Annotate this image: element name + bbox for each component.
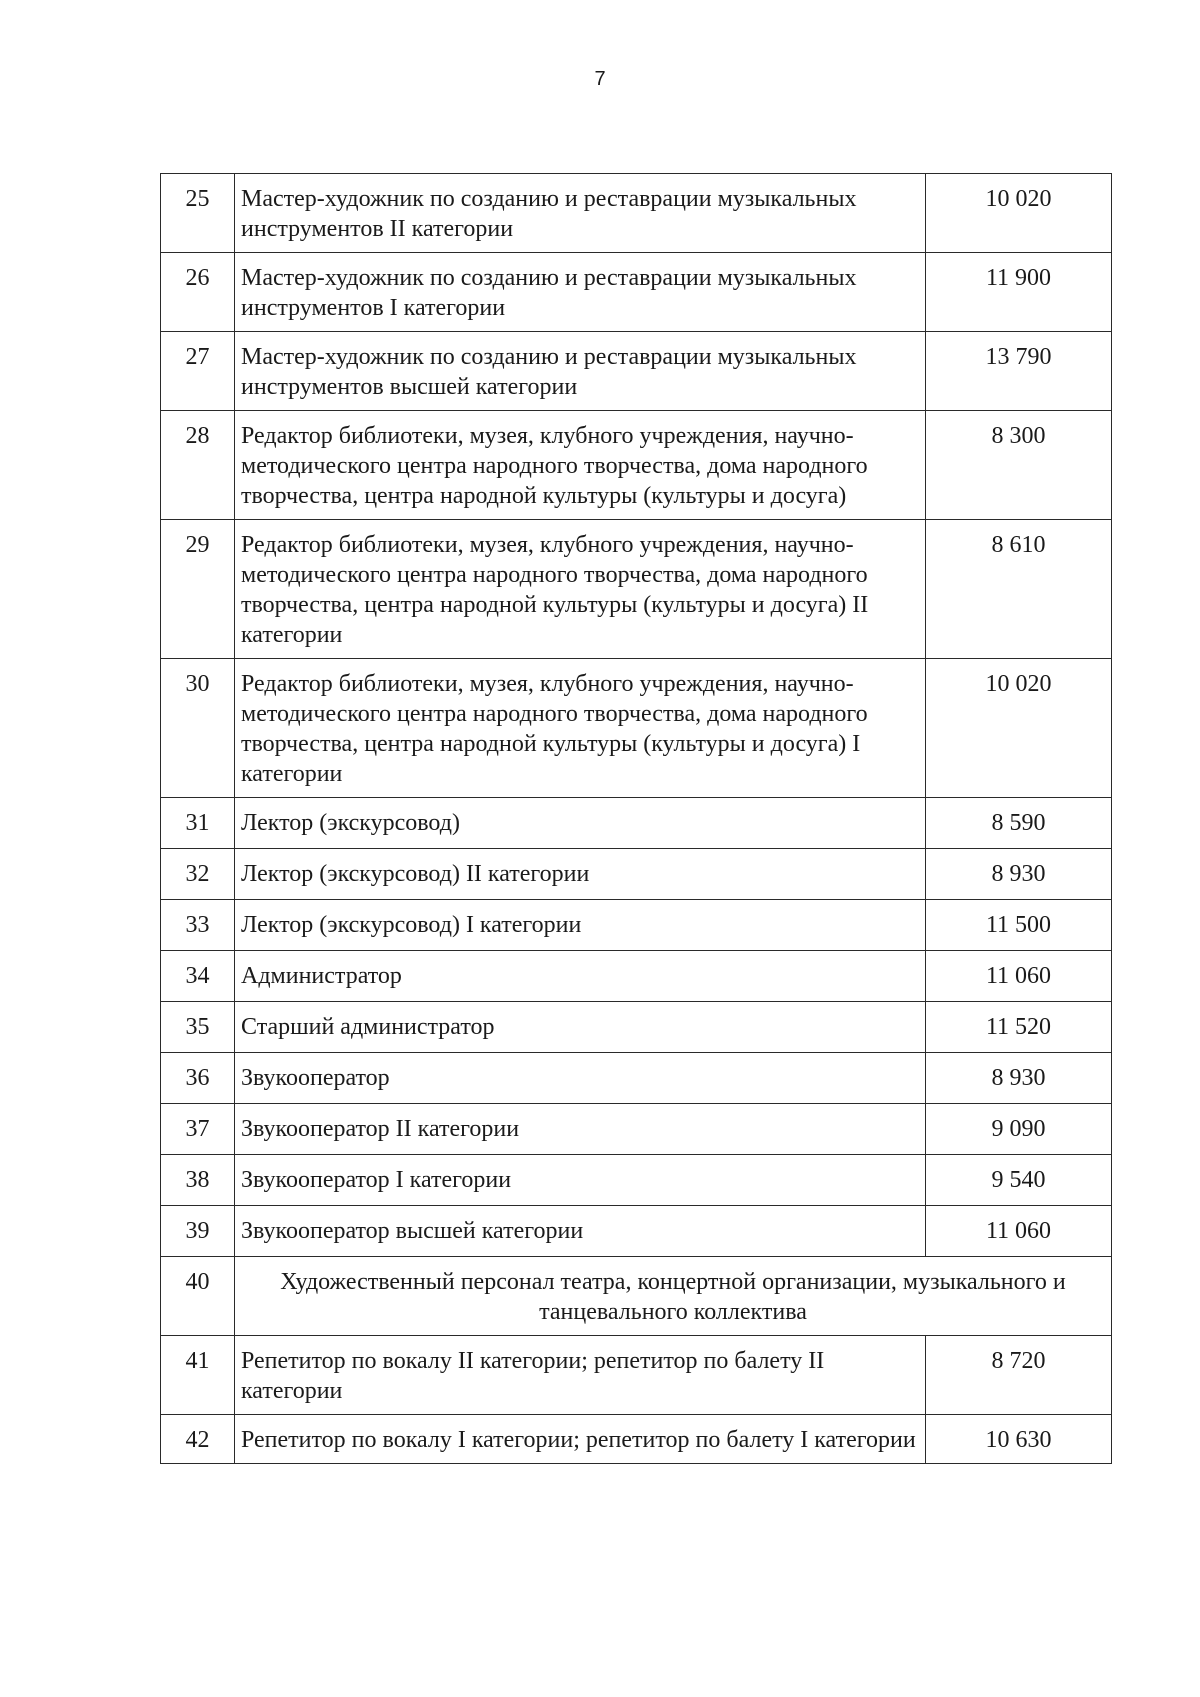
position-title: Звукооператор xyxy=(235,1053,926,1104)
salary-value: 8 610 xyxy=(926,520,1112,659)
salary-value: 9 090 xyxy=(926,1104,1112,1155)
salary-value: 8 590 xyxy=(926,798,1112,849)
table-row xyxy=(161,849,1112,900)
row-number: 33 xyxy=(161,900,235,951)
row-number: 25 xyxy=(161,174,235,253)
salary-value: 11 900 xyxy=(926,253,1112,332)
page-number: 7 xyxy=(594,68,606,90)
salary-value: 8 300 xyxy=(926,411,1112,520)
position-title: Старший администратор xyxy=(235,1002,926,1053)
position-title: Звукооператор I категории xyxy=(235,1155,926,1206)
row-number: 26 xyxy=(161,253,235,332)
row-number: 39 xyxy=(161,1206,235,1257)
salary-value: 10 630 xyxy=(926,1415,1112,1464)
section-title: Художественный персонал театра, концертной организации, музыкального и танцевального коллектива xyxy=(235,1257,1112,1336)
salary-value: 11 060 xyxy=(926,1206,1112,1257)
table-row xyxy=(161,1002,1112,1053)
table-row xyxy=(161,520,1112,659)
salary-value: 10 020 xyxy=(926,174,1112,253)
row-number: 32 xyxy=(161,849,235,900)
salary-value: 11 060 xyxy=(926,951,1112,1002)
position-title: Репетитор по вокалу II категории; репетитор по балету II категории xyxy=(235,1336,926,1415)
position-title: Звукооператор II категории xyxy=(235,1104,926,1155)
row-number: 40 xyxy=(161,1257,235,1336)
row-number: 34 xyxy=(161,951,235,1002)
table-row xyxy=(161,332,1112,411)
row-number: 35 xyxy=(161,1002,235,1053)
position-title: Репетитор по вокалу I категории; репетитор по балету I категории xyxy=(235,1415,926,1464)
section-row xyxy=(161,1257,1112,1336)
table-row xyxy=(161,659,1112,798)
salary-value: 10 020 xyxy=(926,659,1112,798)
salary-value: 13 790 xyxy=(926,332,1112,411)
position-title: Лектор (экскурсовод) I категории xyxy=(235,900,926,951)
salary-value: 8 930 xyxy=(926,1053,1112,1104)
position-title: Редактор библиотеки, музея, клубного учреждения, научно-методического центра народного творчества, дома народного творчества, центра народной культуры (культуры и досуга) I категории xyxy=(235,659,926,798)
table-row xyxy=(161,1206,1112,1257)
table-row xyxy=(161,253,1112,332)
row-number: 37 xyxy=(161,1104,235,1155)
row-number: 28 xyxy=(161,411,235,520)
table-row xyxy=(161,174,1112,253)
row-number: 36 xyxy=(161,1053,235,1104)
salary-value: 9 540 xyxy=(926,1155,1112,1206)
salary-value: 8 720 xyxy=(926,1336,1112,1415)
table-row xyxy=(161,1336,1112,1415)
table-row xyxy=(161,411,1112,520)
position-title: Мастер-художник по созданию и реставрации музыкальных инструментов II категории xyxy=(235,174,926,253)
row-number: 27 xyxy=(161,332,235,411)
salary-value: 11 520 xyxy=(926,1002,1112,1053)
table-row xyxy=(161,1053,1112,1104)
row-number: 29 xyxy=(161,520,235,659)
position-title: Мастер-художник по созданию и реставрации музыкальных инструментов высшей категории xyxy=(235,332,926,411)
table-row xyxy=(161,951,1112,1002)
table-row xyxy=(161,798,1112,849)
row-number: 38 xyxy=(161,1155,235,1206)
table-row xyxy=(161,900,1112,951)
position-title: Администратор xyxy=(235,951,926,1002)
position-title: Мастер-художник по созданию и реставрации музыкальных инструментов I категории xyxy=(235,253,926,332)
row-number: 41 xyxy=(161,1336,235,1415)
position-title: Лектор (экскурсовод) II категории xyxy=(235,849,926,900)
position-title: Редактор библиотеки, музея, клубного учреждения, научно-методического центра народного творчества, дома народного творчества, центра народной культуры (культуры и досуга) II категории xyxy=(235,520,926,659)
table-row xyxy=(161,1104,1112,1155)
table-row xyxy=(161,1415,1112,1464)
row-number: 31 xyxy=(161,798,235,849)
salary-value: 11 500 xyxy=(926,900,1112,951)
row-number: 30 xyxy=(161,659,235,798)
salary-value: 8 930 xyxy=(926,849,1112,900)
position-title: Редактор библиотеки, музея, клубного учреждения, научно-методического центра народного творчества, дома народного творчества, центра народной культуры (культуры и досуга) xyxy=(235,411,926,520)
position-title: Звукооператор высшей категории xyxy=(235,1206,926,1257)
row-number: 42 xyxy=(161,1415,235,1464)
salary-table xyxy=(160,173,1112,1464)
table-row xyxy=(161,1155,1112,1206)
position-title: Лектор (экскурсовод) xyxy=(235,798,926,849)
